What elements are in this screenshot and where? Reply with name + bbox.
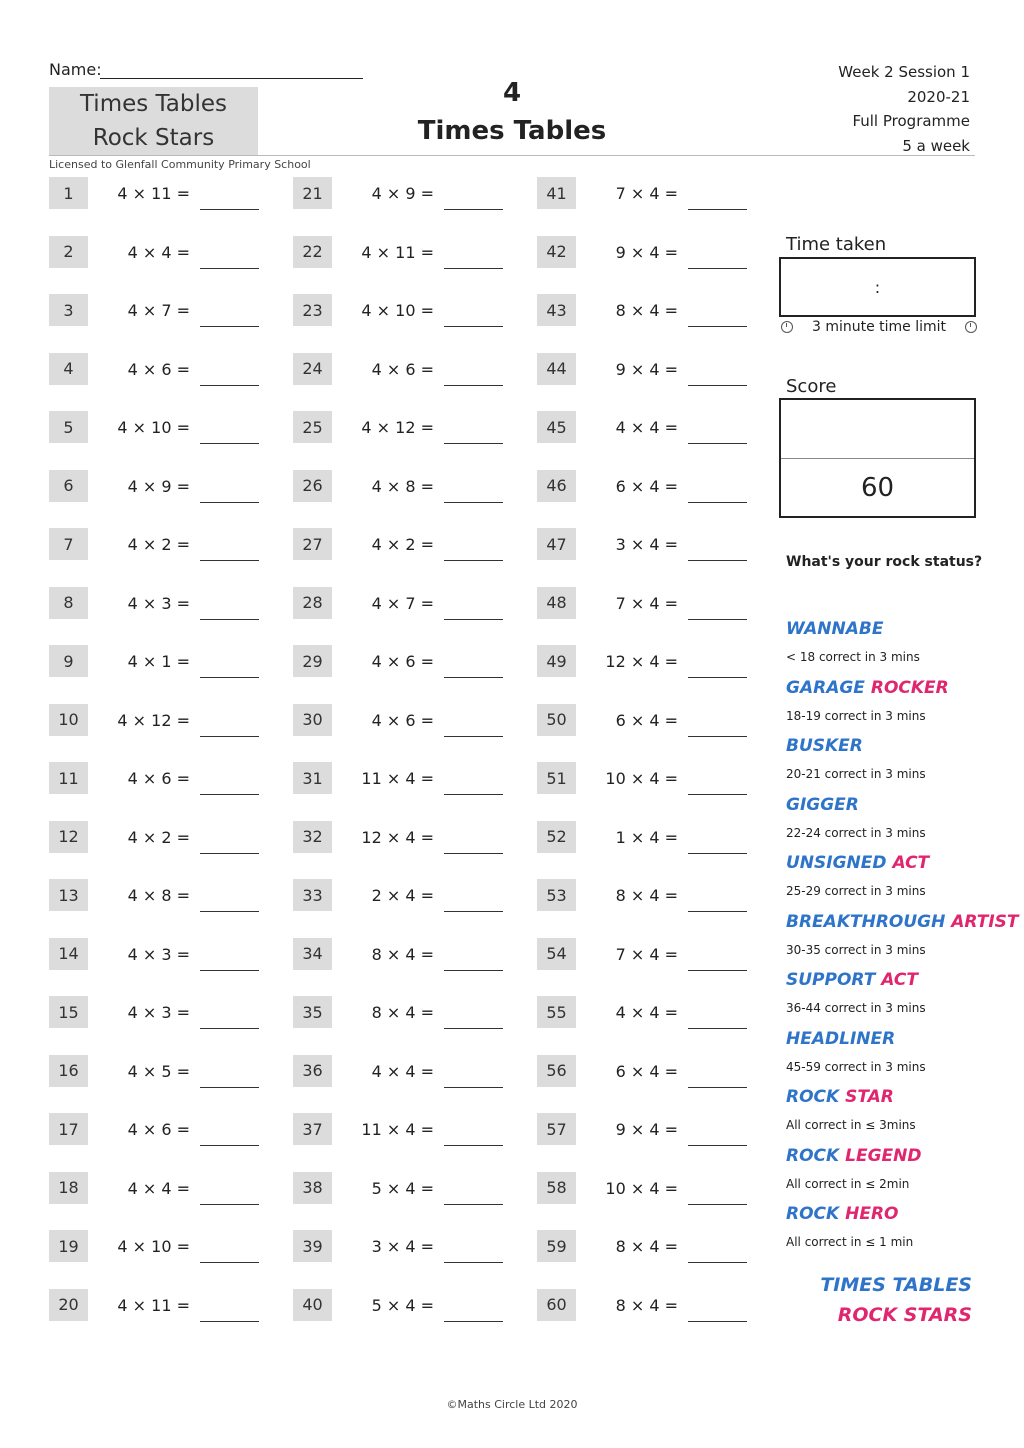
question-text: 10 × 4 = bbox=[605, 1178, 678, 1198]
answer-line[interactable] bbox=[444, 1145, 503, 1146]
question-number: 5 bbox=[49, 411, 88, 443]
question-number: 3 bbox=[49, 294, 88, 326]
answer-line[interactable] bbox=[688, 1145, 747, 1146]
rock-status-title-part2: ARTIST bbox=[951, 911, 1019, 932]
question-text: 4 × 8 = bbox=[371, 476, 434, 496]
year-label: 2020-21 bbox=[907, 87, 970, 106]
answer-line[interactable] bbox=[688, 853, 747, 854]
question-text: 4 × 6 = bbox=[371, 359, 434, 379]
question-number: 29 bbox=[293, 645, 332, 677]
answer-line[interactable] bbox=[688, 209, 747, 210]
answer-line[interactable] bbox=[688, 268, 747, 269]
question-number: 37 bbox=[293, 1113, 332, 1145]
question-text: 4 × 9 = bbox=[371, 184, 434, 203]
question-number: 55 bbox=[537, 996, 576, 1028]
question-number: 14 bbox=[49, 938, 88, 970]
rock-status-description: All correct in ≤ 2min bbox=[786, 1176, 910, 1191]
rock-status-title bbox=[786, 795, 859, 815]
question-number: 36 bbox=[293, 1055, 332, 1087]
question-number: 49 bbox=[537, 645, 576, 677]
rock-status-title-part1: BUSKER bbox=[786, 736, 863, 756]
question-number: 33 bbox=[293, 879, 332, 911]
time-taken-label: Time taken bbox=[786, 234, 887, 255]
question-text: 11 × 4 = bbox=[361, 1120, 434, 1139]
answer-line[interactable] bbox=[200, 443, 259, 444]
question-text: 4 × 6 = bbox=[127, 359, 190, 379]
answer-line[interactable] bbox=[688, 1028, 747, 1029]
clock-icon bbox=[781, 321, 793, 333]
answer-line[interactable] bbox=[444, 502, 503, 503]
question-text: 5 × 4 = bbox=[371, 1295, 434, 1315]
question-number: 54 bbox=[537, 938, 576, 970]
answer-line[interactable] bbox=[688, 326, 747, 327]
answer-line[interactable] bbox=[444, 385, 503, 386]
question-number: 17 bbox=[49, 1113, 88, 1145]
answer-line[interactable] bbox=[200, 1145, 259, 1146]
question-text: 4 × 4 = bbox=[371, 1061, 434, 1081]
rock-status-description: All correct in ≤ 3mins bbox=[786, 1118, 916, 1132]
clock-icon bbox=[965, 321, 977, 333]
brand-line2: Rock Stars bbox=[92, 125, 215, 151]
rock-status-title-part1: GARAGE bbox=[786, 677, 865, 698]
rock-status-description: 30-35 correct in 3 mins bbox=[786, 942, 926, 957]
time-separator: : bbox=[874, 277, 881, 297]
answer-line[interactable] bbox=[688, 911, 747, 912]
rock-status-description: 25-29 correct in 3 mins bbox=[786, 884, 926, 898]
question-text: 4 × 12 = bbox=[361, 418, 434, 437]
answer-line[interactable] bbox=[200, 1028, 259, 1029]
question-text: 6 × 4 = bbox=[615, 1061, 678, 1081]
question-text: 6 × 4 = bbox=[615, 476, 678, 496]
question-text: 4 × 7 = bbox=[127, 301, 190, 320]
question-text: 8 × 4 = bbox=[615, 1295, 678, 1315]
answer-line[interactable] bbox=[444, 736, 503, 737]
score-divider bbox=[781, 458, 974, 459]
time-limit-text: 3 minute time limit bbox=[811, 319, 947, 335]
answer-line[interactable] bbox=[444, 794, 503, 795]
question-number: 53 bbox=[537, 879, 576, 911]
answer-line[interactable] bbox=[200, 911, 259, 912]
rock-status-title bbox=[786, 853, 929, 873]
question-number: 15 bbox=[49, 996, 88, 1028]
question-text: 4 × 7 = bbox=[371, 593, 434, 613]
name-label: Name: bbox=[49, 60, 102, 79]
rock-status-title-part2: ROCKER bbox=[870, 677, 949, 698]
answer-line[interactable] bbox=[200, 619, 259, 620]
question-text: 4 × 6 = bbox=[127, 769, 190, 788]
rock-status-title-part1: WANNABE bbox=[786, 619, 884, 639]
question-text: 4 × 6 = bbox=[371, 710, 434, 730]
answer-line[interactable] bbox=[200, 1321, 259, 1322]
question-text: 4 × 11 = bbox=[117, 1295, 190, 1315]
rock-status-description: All correct in ≤ 1 min bbox=[786, 1235, 914, 1249]
answer-line[interactable] bbox=[444, 560, 503, 561]
brand-box bbox=[49, 87, 258, 155]
rock-status-title bbox=[786, 1146, 921, 1166]
question-text: 8 × 4 = bbox=[615, 886, 678, 905]
rock-status-title bbox=[786, 1087, 894, 1107]
answer-line[interactable] bbox=[200, 853, 259, 854]
question-number: 60 bbox=[537, 1289, 576, 1321]
question-number: 40 bbox=[293, 1289, 332, 1321]
answer-line[interactable] bbox=[688, 619, 747, 620]
question-number: 56 bbox=[537, 1055, 576, 1087]
answer-line[interactable] bbox=[688, 1087, 747, 1088]
session-info bbox=[838, 60, 970, 158]
brand-line1: Times Tables bbox=[79, 91, 228, 117]
question-text: 3 × 4 = bbox=[371, 1237, 434, 1256]
question-text: 4 × 12 = bbox=[117, 710, 190, 730]
answer-line[interactable] bbox=[688, 794, 747, 795]
answer-line[interactable] bbox=[200, 736, 259, 737]
question-number: 9 bbox=[49, 645, 88, 677]
answer-line[interactable] bbox=[688, 443, 747, 444]
answer-line[interactable] bbox=[444, 268, 503, 269]
score-box[interactable] bbox=[779, 398, 976, 518]
score-label: Score bbox=[786, 376, 837, 397]
frequency-label: 5 a week bbox=[902, 136, 970, 155]
answer-line[interactable] bbox=[688, 736, 747, 737]
answer-line[interactable] bbox=[200, 1262, 259, 1263]
question-number: 13 bbox=[49, 879, 88, 911]
time-taken-box[interactable] bbox=[779, 257, 976, 317]
answer-line[interactable] bbox=[444, 1087, 503, 1088]
rock-status-description: 36-44 correct in 3 mins bbox=[786, 1001, 926, 1015]
question-text: 10 × 4 = bbox=[605, 769, 678, 788]
question-number: 1 bbox=[49, 177, 88, 209]
rock-status-title-part2: STAR bbox=[845, 1087, 894, 1107]
answer-line[interactable] bbox=[444, 443, 503, 444]
answer-line[interactable] bbox=[200, 677, 259, 678]
question-text: 4 × 11 = bbox=[117, 184, 190, 203]
logo-line2: ROCK STARS bbox=[837, 1304, 972, 1326]
answer-line[interactable] bbox=[200, 502, 259, 503]
question-text: 1 × 4 = bbox=[615, 827, 678, 847]
question-text: 4 × 3 = bbox=[127, 593, 190, 613]
question-text: 4 × 4 = bbox=[127, 1178, 190, 1198]
answer-line[interactable] bbox=[688, 1321, 747, 1322]
question-number: 43 bbox=[537, 294, 576, 326]
question-number: 45 bbox=[537, 411, 576, 443]
rock-status-description: < 18 correct in 3 mins bbox=[786, 650, 920, 664]
answer-line[interactable] bbox=[444, 853, 503, 854]
question-number: 26 bbox=[293, 470, 332, 502]
question-number: 31 bbox=[293, 762, 332, 794]
question-number: 58 bbox=[537, 1172, 576, 1204]
session-label: Week 2 Session 1 bbox=[838, 63, 970, 81]
question-text: 4 × 2 = bbox=[371, 535, 434, 554]
rock-status-title-part1: ROCK bbox=[786, 1145, 840, 1166]
question-number: 32 bbox=[293, 821, 332, 853]
question-text: 8 × 4 = bbox=[371, 1003, 434, 1022]
rock-status-title bbox=[786, 912, 1019, 932]
question-text: 8 × 4 = bbox=[615, 1237, 678, 1256]
time-limit-row bbox=[781, 319, 977, 335]
question-text: 5 × 4 = bbox=[371, 1178, 434, 1198]
answer-line[interactable] bbox=[444, 209, 503, 210]
question-number: 46 bbox=[537, 470, 576, 502]
question-number: 48 bbox=[537, 587, 576, 619]
rock-status-title-part1: GIGGER bbox=[786, 794, 859, 815]
question-number: 25 bbox=[293, 411, 332, 443]
question-text: 4 × 2 = bbox=[127, 827, 190, 847]
question-text: 9 × 4 = bbox=[615, 1120, 678, 1139]
question-number: 59 bbox=[537, 1230, 576, 1262]
answer-line[interactable] bbox=[444, 970, 503, 971]
question-number: 2 bbox=[49, 236, 88, 268]
question-number: 11 bbox=[49, 762, 88, 794]
rock-status-description: 22-24 correct in 3 mins bbox=[786, 825, 926, 840]
question-number: 39 bbox=[293, 1230, 332, 1262]
rock-status-title-part1: BREAKTHROUGH bbox=[786, 911, 946, 932]
question-number: 51 bbox=[537, 762, 576, 794]
question-number: 20 bbox=[49, 1289, 88, 1321]
question-text: 4 × 4 = bbox=[127, 242, 190, 262]
question-text: 2 × 4 = bbox=[371, 886, 434, 905]
question-text: 8 × 4 = bbox=[371, 944, 434, 964]
question-text: 3 × 4 = bbox=[615, 535, 678, 554]
question-number: 28 bbox=[293, 587, 332, 619]
question-number: 23 bbox=[293, 294, 332, 326]
ttrs-logo bbox=[800, 1270, 972, 1330]
question-text: 7 × 4 = bbox=[615, 184, 678, 203]
rock-status-title bbox=[786, 619, 883, 639]
rock-status-title-part1: UNSIGNED bbox=[786, 853, 887, 873]
rock-status-heading: What's your rock status? bbox=[786, 554, 983, 570]
rock-status-title-part2: ACT bbox=[881, 970, 918, 990]
question-text: 4 × 2 = bbox=[127, 535, 190, 554]
answer-line[interactable] bbox=[688, 560, 747, 561]
name-field-line[interactable] bbox=[100, 78, 363, 79]
question-number: 19 bbox=[49, 1230, 88, 1262]
question-number: 12 bbox=[49, 821, 88, 853]
question-text: 12 × 4 = bbox=[605, 652, 678, 671]
question-text: 4 × 10 = bbox=[117, 418, 190, 437]
page-title: Times Tables bbox=[417, 116, 607, 146]
question-number: 42 bbox=[537, 236, 576, 268]
question-number: 27 bbox=[293, 528, 332, 560]
title-number: 4 bbox=[502, 78, 522, 108]
question-number: 44 bbox=[537, 353, 576, 385]
question-number: 30 bbox=[293, 704, 332, 736]
question-text: 4 × 3 = bbox=[127, 944, 190, 964]
question-text: 4 × 10 = bbox=[117, 1237, 190, 1256]
rock-status-title-part2: LEGEND bbox=[845, 1145, 922, 1166]
rock-status-description: 18-19 correct in 3 mins bbox=[786, 708, 926, 723]
question-text: 11 × 4 = bbox=[361, 769, 434, 788]
question-text: 8 × 4 = bbox=[615, 301, 678, 320]
question-text: 9 × 4 = bbox=[615, 242, 678, 262]
question-number: 34 bbox=[293, 938, 332, 970]
question-text: 7 × 4 = bbox=[615, 944, 678, 964]
license-text: Licensed to Glenfall Community Primary School bbox=[49, 158, 311, 171]
question-text: 4 × 6 = bbox=[371, 652, 434, 671]
question-text: 6 × 4 = bbox=[615, 710, 678, 730]
rock-status-title-part2: HERO bbox=[845, 1204, 899, 1224]
answer-line[interactable] bbox=[200, 794, 259, 795]
rock-status-description: 45-59 correct in 3 mins bbox=[786, 1059, 926, 1074]
question-text: 4 × 6 = bbox=[127, 1120, 190, 1139]
question-number: 50 bbox=[537, 704, 576, 736]
answer-line[interactable] bbox=[200, 1087, 259, 1088]
answer-line[interactable] bbox=[688, 970, 747, 971]
rock-status-title bbox=[786, 1204, 899, 1224]
answer-line[interactable] bbox=[444, 677, 503, 678]
answer-line[interactable] bbox=[200, 326, 259, 327]
question-number: 38 bbox=[293, 1172, 332, 1204]
answer-line[interactable] bbox=[444, 911, 503, 912]
answer-line[interactable] bbox=[200, 209, 259, 210]
rock-status-title-part1: ROCK bbox=[786, 1204, 840, 1224]
answer-line[interactable] bbox=[688, 677, 747, 678]
rock-status-title bbox=[786, 1029, 895, 1049]
answer-line[interactable] bbox=[688, 1204, 747, 1205]
question-text: 4 × 4 = bbox=[615, 418, 678, 437]
question-number: 47 bbox=[537, 528, 576, 560]
answer-line[interactable] bbox=[444, 1028, 503, 1029]
answer-line[interactable] bbox=[444, 1262, 503, 1263]
question-number: 16 bbox=[49, 1055, 88, 1087]
rock-status-title-part1: SUPPORT bbox=[786, 970, 876, 990]
question-number: 41 bbox=[537, 177, 576, 209]
programme-label: Full Programme bbox=[852, 112, 970, 130]
question-number: 6 bbox=[49, 470, 88, 502]
rock-status-title bbox=[786, 970, 918, 990]
question-number: 22 bbox=[293, 236, 332, 268]
question-number: 7 bbox=[49, 528, 88, 560]
question-number: 18 bbox=[49, 1172, 88, 1204]
question-text: 4 × 4 = bbox=[615, 1003, 678, 1022]
question-number: 52 bbox=[537, 821, 576, 853]
logo-line1: TIMES TABLES bbox=[820, 1274, 972, 1296]
copyright: ©Maths Circle Ltd 2020 bbox=[446, 1398, 578, 1411]
question-text: 4 × 9 = bbox=[127, 476, 190, 496]
question-number: 10 bbox=[49, 704, 88, 736]
question-text: 9 × 4 = bbox=[615, 359, 678, 379]
score-total: 60 bbox=[860, 473, 895, 503]
question-text: 4 × 10 = bbox=[361, 301, 434, 320]
question-text: 4 × 5 = bbox=[127, 1061, 190, 1081]
question-number: 21 bbox=[293, 177, 332, 209]
question-text: 4 × 1 = bbox=[127, 652, 190, 671]
answer-line[interactable] bbox=[200, 560, 259, 561]
rock-status-title-part1: ROCK bbox=[786, 1087, 840, 1107]
rock-status-description: 20-21 correct in 3 mins bbox=[786, 767, 926, 781]
rock-status-title bbox=[786, 678, 949, 698]
answer-line[interactable] bbox=[200, 970, 259, 971]
answer-line[interactable] bbox=[200, 1204, 259, 1205]
header-divider bbox=[49, 155, 975, 156]
question-number: 35 bbox=[293, 996, 332, 1028]
answer-line[interactable] bbox=[444, 1321, 503, 1322]
answer-line[interactable] bbox=[444, 619, 503, 620]
question-text: 4 × 3 = bbox=[127, 1003, 190, 1022]
answer-line[interactable] bbox=[200, 268, 259, 269]
question-number: 8 bbox=[49, 587, 88, 619]
question-number: 57 bbox=[537, 1113, 576, 1145]
answer-line[interactable] bbox=[688, 385, 747, 386]
question-text: 4 × 11 = bbox=[361, 242, 434, 262]
question-text: 7 × 4 = bbox=[615, 593, 678, 613]
answer-line[interactable] bbox=[444, 1204, 503, 1205]
answer-line[interactable] bbox=[444, 326, 503, 327]
rock-status-title bbox=[786, 736, 863, 756]
answer-line[interactable] bbox=[200, 385, 259, 386]
question-number: 4 bbox=[49, 353, 88, 385]
rock-status-title-part1: HEADLINER bbox=[786, 1028, 896, 1049]
answer-line[interactable] bbox=[688, 502, 747, 503]
question-number: 24 bbox=[293, 353, 332, 385]
rock-status-title-part2: ACT bbox=[892, 853, 930, 873]
answer-line[interactable] bbox=[688, 1262, 747, 1263]
question-text: 4 × 8 = bbox=[127, 886, 190, 905]
question-text: 12 × 4 = bbox=[361, 827, 434, 847]
